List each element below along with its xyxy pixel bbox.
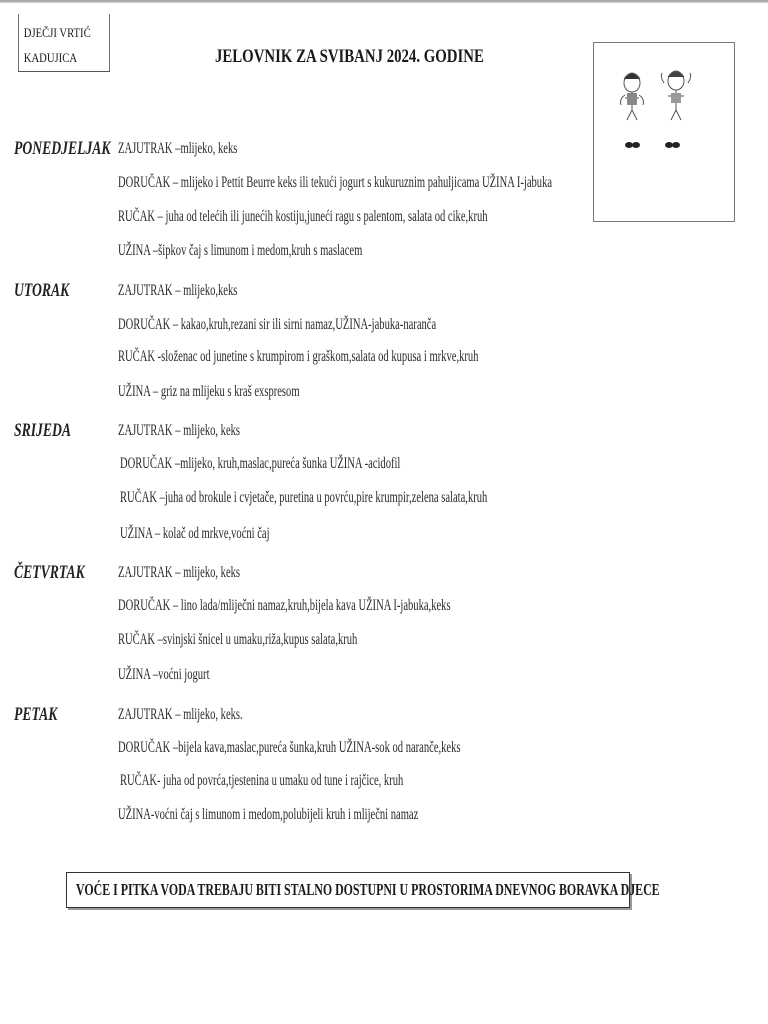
menu-title: JELOVNIK ZA SVIBANJ 2024. GODINE	[215, 46, 484, 67]
meal-snack: UŽINA – kolač od mrkve,voćni čaj	[120, 525, 270, 542]
meal-lunch: RUČAK –svinjski šnicel u umaku,riža,kupus salata,kruh	[118, 631, 358, 648]
meal-breakfast-early: ZAJUTRAK – mlijeko, keks	[118, 564, 241, 581]
children-clipart-icon	[594, 43, 736, 223]
meal-breakfast: DORUČAK – mlijeko i Pettit Beurre keks ili tekući jogurt s kukuruznim pahuljicama UŽINA I-jabuka	[118, 174, 553, 191]
meal-lunch: RUČAK -složenac od junetine s krumpirom i graškom,salata od kupusa i mrkve,kruh	[118, 348, 479, 365]
footer-note: VOĆE I PITKA VODA TREBAJU BITI STALNO DOSTUPNI U PROSTORIMA DNEVNOG BORAVKA DJECE	[76, 880, 660, 899]
meal-breakfast-early: ZAJUTRAK – mlijeko, keks	[118, 422, 241, 439]
day-label-monday: PONEDJELJAK	[14, 138, 111, 159]
day-label-thursday: ČETVRTAK	[14, 562, 85, 583]
meal-breakfast: DORUČAK – kakao,kruh,rezani sir ili sirni namaz,UŽINA-jabuka-naranča	[118, 316, 437, 333]
meal-breakfast-early: ZAJUTRAK – mlijeko,keks	[118, 282, 238, 299]
illustration-frame	[593, 42, 735, 222]
meal-snack: UŽINA – griz na mlijeku s kraš exspresom	[118, 383, 300, 400]
meal-lunch: RUČAK –juha od brokule i cvjetače, puretina u povrću,pire krumpir,zelena salata,kruh	[120, 489, 488, 506]
meal-snack: UŽINA-voćni čaj s limunom i medom,polubijeli kruh i mliječni namaz	[118, 806, 419, 823]
meal-breakfast: DORUČAK – lino lada/mliječni namaz,kruh,bijela kava UŽINA I-jabuka,keks	[118, 597, 451, 614]
kindergarten-name-line1: DJEČJI VRTIĆ	[23, 25, 91, 40]
meal-snack: UŽINA –voćni jogurt	[118, 666, 210, 683]
meal-lunch: RUČAK- juha od povrća,tjestenina u umaku od tune i rajčice, kruh	[120, 772, 404, 789]
day-label-wednesday: SRIJEDA	[14, 420, 72, 441]
kindergarten-name-line2: KADUJICA	[23, 50, 78, 65]
meal-breakfast: DORUČAK –bijela kava,maslac,pureća šunka,kruh UŽINA-sok od naranče,keks	[118, 739, 461, 756]
meal-breakfast: DORUČAK –mlijeko, kruh,maslac,pureća šunka UŽINA -acidofil	[120, 455, 401, 472]
meal-breakfast-early: ZAJUTRAK – mlijeko, keks.	[118, 706, 243, 723]
day-label-friday: PETAK	[14, 704, 58, 725]
meal-lunch: RUČAK – juha od telećih ili junećih kostiju,juneći ragu s palentom, salata od cike,kruh	[118, 208, 488, 225]
page-top-edge	[0, 0, 768, 3]
meal-snack: UŽINA –šipkov čaj s limunom i medom,kruh s maslacem	[118, 242, 363, 259]
day-label-tuesday: UTORAK	[14, 280, 70, 301]
meal-breakfast-early: ZAJUTRAK –mlijeko, keks	[118, 140, 238, 157]
kindergarten-name-box	[18, 14, 110, 72]
